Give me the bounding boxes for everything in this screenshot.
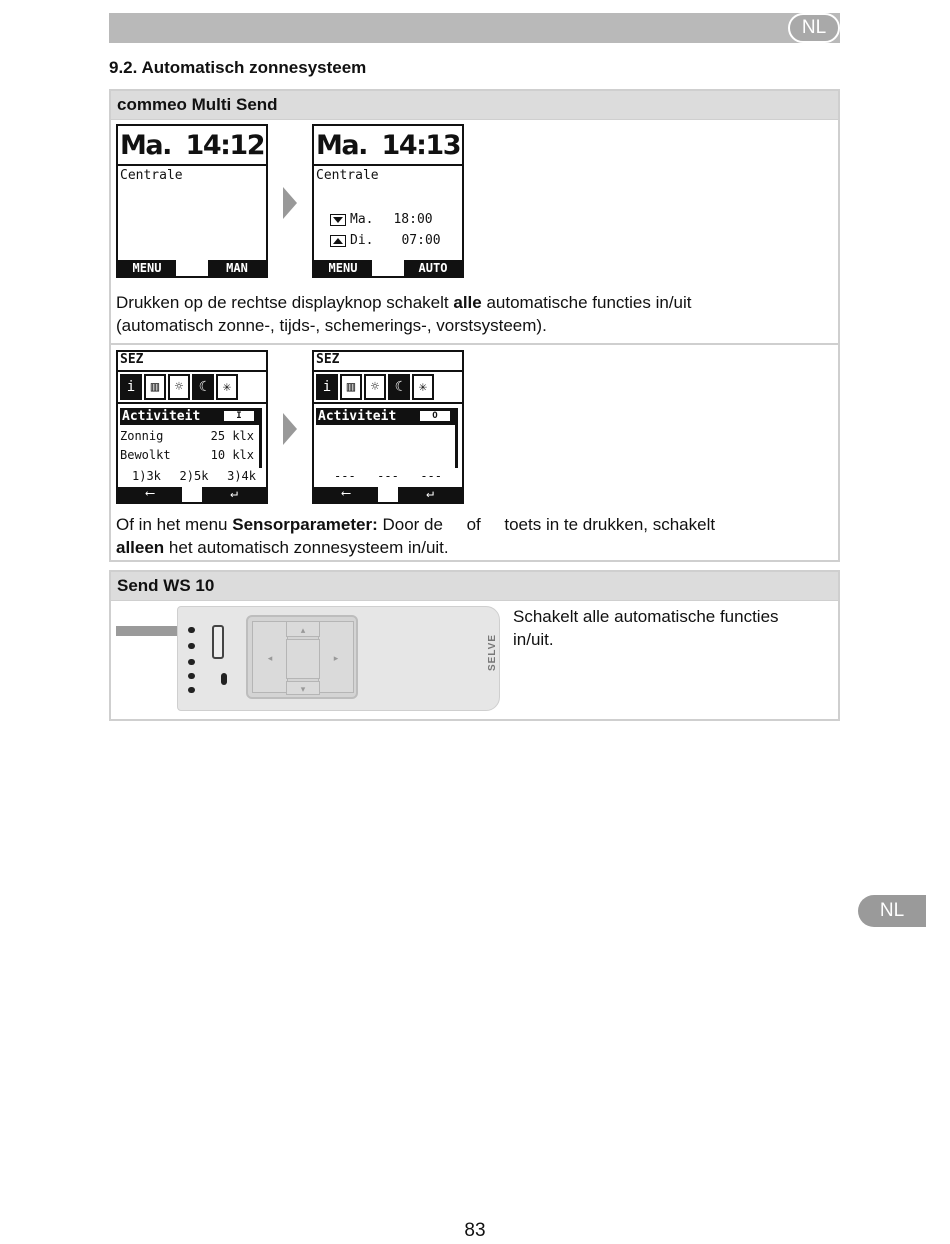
paragraph-text: Of in het menu <box>116 515 233 534</box>
snowflake-icon: ✳ <box>412 374 434 400</box>
ws10-description <box>513 605 833 651</box>
section-heading: 9.2. Automatisch zonnesysteem <box>109 58 367 77</box>
lcd-menu-button[interactable]: MENU <box>118 260 176 276</box>
schedule-time: 18:00 <box>393 212 433 227</box>
sensor-icon-row <box>314 370 462 404</box>
option-value: 1)3k <box>132 469 161 483</box>
schedule-row-down <box>330 212 433 227</box>
channel-led <box>188 673 195 679</box>
schedule-day: Ma. <box>350 212 374 227</box>
lcd-auto-button[interactable]: AUTO <box>404 260 462 276</box>
channel-led <box>188 687 195 693</box>
lcd-sensor-inactive <box>312 350 464 504</box>
language-side-tab: NL <box>858 895 926 927</box>
schedule-row-up <box>330 233 441 248</box>
sez-title: SEZ <box>120 352 144 367</box>
arrow-right-icon <box>283 413 297 445</box>
shutter-down-icon <box>330 214 346 226</box>
left-button[interactable]: ◂ <box>252 621 288 693</box>
paragraph-text: (automatisch zonne-, tijds-, schemerings-, vorstsysteem). <box>116 316 547 335</box>
schedule-time: 07:00 <box>401 233 441 248</box>
sensor-row-value: 10 klx <box>210 448 254 462</box>
row-divider <box>111 343 838 345</box>
commeo-section-title: commeo Multi Send <box>111 91 838 120</box>
sensor-row <box>120 448 254 462</box>
lcd-time: 14:12 <box>185 129 264 161</box>
sensor-row-label: Bewolkt <box>120 448 171 462</box>
back-arrow-icon[interactable]: ⟵ <box>314 487 378 502</box>
lcd-sensor-active <box>116 350 268 504</box>
scrollbar[interactable] <box>455 408 458 468</box>
sun-icon: ☼ <box>364 374 386 400</box>
lcd-display-auto <box>312 124 464 278</box>
page-number: 83 <box>464 1220 486 1241</box>
lcd-menu-button[interactable]: MENU <box>314 260 372 276</box>
activity-switch[interactable]: I <box>224 411 254 421</box>
snowflake-icon: ✳ <box>216 374 238 400</box>
activity-row[interactable] <box>316 408 456 425</box>
sun-icon: ☼ <box>168 374 190 400</box>
option-value: --- <box>377 469 399 483</box>
sensor-row-label: Zonnig <box>120 429 164 443</box>
sensor-row-value: 25 klx <box>210 429 254 443</box>
up-button[interactable]: ▴ <box>286 621 320 637</box>
channel-led <box>188 659 195 665</box>
lcd-display-manual <box>116 124 268 278</box>
schedule-day: Di. <box>350 233 374 248</box>
send-ws10-title: Send WS 10 <box>111 572 838 601</box>
remote-control-image <box>177 606 500 711</box>
shutter-icon: ▥ <box>340 374 362 400</box>
lcd-man-button[interactable]: MAN <box>208 260 266 276</box>
lcd-centrale-label: Centrale <box>120 168 183 183</box>
paragraph-text: het automatisch zonnesysteem in/uit. <box>164 538 449 557</box>
option-row <box>334 469 442 483</box>
person-icon: i <box>316 374 338 400</box>
stop-button[interactable] <box>286 639 320 679</box>
paragraph-text: Door de of toets in te drukken, schakelt <box>377 515 716 534</box>
channel-led <box>188 627 195 633</box>
enter-arrow-icon[interactable]: ↵ <box>398 487 462 502</box>
sensor-icon-row <box>118 370 266 404</box>
option-value: --- <box>334 469 356 483</box>
lcd-time: 14:13 <box>381 129 460 161</box>
down-button[interactable]: ▾ <box>286 681 320 695</box>
option-value: 2)5k <box>179 469 209 483</box>
lcd-day: Ma. <box>316 129 367 161</box>
activity-label: Activiteit <box>318 409 397 424</box>
back-arrow-icon[interactable]: ⟵ <box>118 487 182 502</box>
shutter-up-icon <box>330 235 346 247</box>
moon-icon: ☾ <box>192 374 214 400</box>
paragraph-text: Drukken op de rechtse displayknop schakelt <box>116 293 454 312</box>
language-badge: NL <box>788 13 840 43</box>
right-button[interactable]: ▸ <box>318 621 354 693</box>
button-pad <box>246 615 358 699</box>
arrow-right-icon <box>283 187 297 219</box>
scrollbar[interactable] <box>259 408 262 468</box>
status-led <box>221 673 227 685</box>
activity-row[interactable] <box>120 408 260 425</box>
header-bar <box>109 13 840 43</box>
sensor-row <box>120 429 254 443</box>
auto-switch[interactable] <box>212 625 224 659</box>
lcd-day: Ma. <box>120 129 171 161</box>
activity-switch[interactable]: O <box>420 411 450 421</box>
enter-arrow-icon[interactable]: ↵ <box>202 487 266 502</box>
paragraph-bold: Sensorparameter: <box>232 515 378 534</box>
option-value: --- <box>420 469 442 483</box>
description-paragraph <box>116 291 836 337</box>
paragraph-text: automatische functies in/uit <box>481 293 692 312</box>
person-icon: i <box>120 374 142 400</box>
paragraph-text: in/uit. <box>513 630 554 649</box>
moon-icon: ☾ <box>388 374 410 400</box>
shutter-icon: ▥ <box>144 374 166 400</box>
lcd-centrale-label: Centrale <box>316 168 379 183</box>
paragraph-bold: alleen <box>116 538 165 557</box>
sez-title: SEZ <box>316 352 340 367</box>
paragraph-bold: alle <box>453 293 482 312</box>
sensor-paragraph <box>116 513 836 559</box>
brand-logo: SELVE <box>487 633 499 672</box>
option-value: 3)4k <box>227 469 256 483</box>
channel-led <box>188 643 195 649</box>
paragraph-text: Schakelt alle automatische functies <box>513 607 779 626</box>
activity-label: Activiteit <box>122 409 201 424</box>
option-row <box>132 469 256 483</box>
